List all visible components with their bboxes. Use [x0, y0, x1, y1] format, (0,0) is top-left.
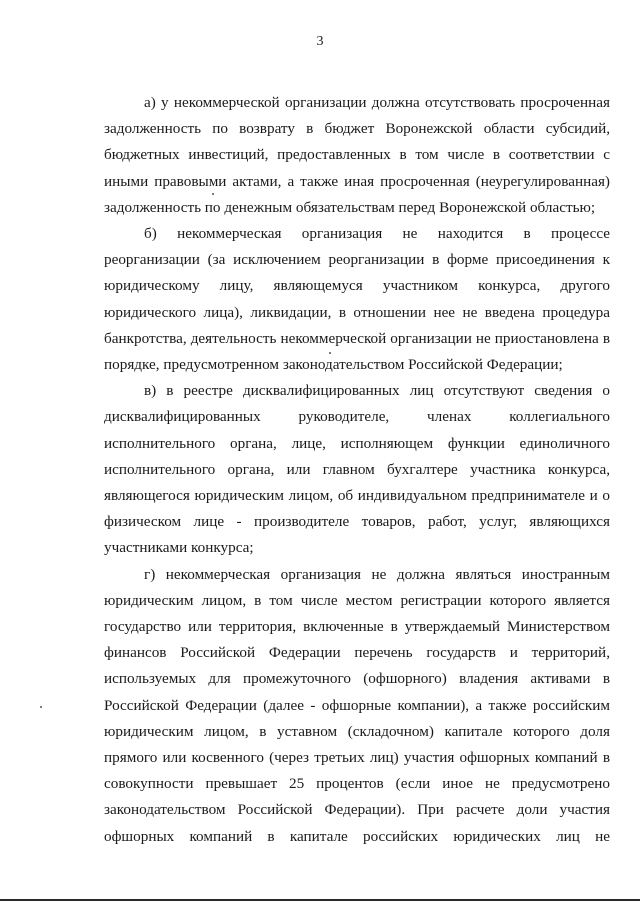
- scan-speck: [212, 193, 214, 195]
- page-bottom-edge: [0, 899, 640, 901]
- paragraph-v: в) в реестре дисквалифицированных лиц отсутствуют сведения о дисквалифицированных руководителе, членах коллегиального исполнительного органа, лице, исполняющем функции единоличного исполнительного органа, или главном бухгалтере участника конкурса, являющегося юридическим лицом, об индивидуальном предпринимателе и о физическом лице - производителе товаров, работ, услуг, являющихся участниками конкурса;: [104, 382, 610, 557]
- paragraph-g: г) некоммерческая организация не должна являться иностранным юридическим лицом, в том числе местом регистрации которого является государство или территория, включенные в утверждаемый Министерством финансов Российской Федерации перечень государств и территорий, используемых для промежуточного (офшорного) владения активами в Российской Федерации (далее - офшорные компании), а также российским юридическим лицом, в уставном (складочном) капитале которого доля прямого или косвенного (через третьих лиц) участия офшорных компаний в совокупности превышает 25 процентов (если иное не предусмотрено законодательством Российской Федерации). При расчете доли участия офшорных компаний в капитале российских юридических лиц не: [104, 565, 610, 845]
- page-number: 3: [316, 34, 324, 49]
- scan-speck: [329, 352, 331, 354]
- document-body: [104, 90, 610, 850]
- paragraph-b: б) некоммерческая организация не находится в процессе реорганизации (за исключением реорганизации в форме присоединения к юридическому лицу, являющемуся участником конкурса, другого юридического лица), ликвидации, в отношении нее не введена процедура банкротства, деятельность некоммерческой организации не приостановлена в порядке, предусмотренном законодательством Российской Федерации;: [104, 225, 610, 374]
- scan-speck: [40, 706, 42, 708]
- paragraph-a: а) у некоммерческой организации должна отсутствовать просроченная задолженность по возврату в бюджет Воронежской области субсидий, бюджетных инвестиций, предоставленных в том числе в соответствии с иными правовыми актами, а также иная просроченная (неурегулированная) задолженность по денежным обязательствам перед Воронежской областью;: [104, 94, 610, 216]
